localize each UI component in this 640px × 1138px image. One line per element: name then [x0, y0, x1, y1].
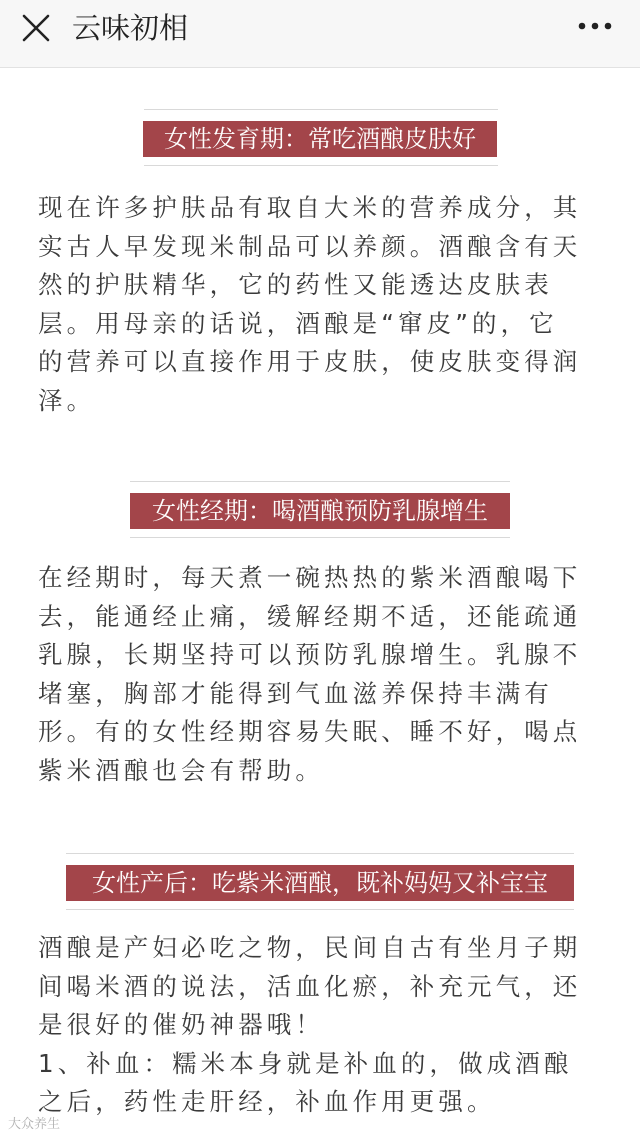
paragraph-line: 层。用母亲的话说，酒酿是“窜皮”的，它 [38, 308, 558, 338]
paragraph-line: 在经期时，每天煮一碗热热的紫米酒酿喝下 [38, 563, 582, 592]
heading-rule-bottom [66, 909, 574, 910]
heading-rule-bottom [144, 165, 498, 166]
paragraph-line: 泽。 [38, 385, 96, 415]
paragraph-line: 的营养可以直接作用于皮肤，使皮肤变得润 [38, 347, 582, 376]
paragraph-line: 堵塞，胸部才能得到气血滋养保持丰满有 [38, 678, 553, 708]
paragraph-line: 1、补血：糯米本身就是补血的，做成酒酿 [38, 1048, 573, 1078]
paragraph-line: 去，能通经止痛，缓解经期不适，还能疏通 [38, 601, 582, 631]
paragraph-line: 形。有的女性经期容易失眠、睡不好，喝点 [38, 717, 582, 746]
paragraph-line: 间喝米酒的说法，活血化瘀，补充元气，还 [38, 971, 582, 1001]
heading-rule-bottom [130, 537, 510, 538]
heading-rule-top [130, 481, 510, 482]
paragraph-line: 是很好的催奶神器哦！ [38, 1010, 324, 1039]
paragraph-line: 酒酿是产妇必吃之物，民间自古有坐月子期 [38, 933, 582, 962]
heading-label: 女性发育期：常吃酒酿皮肤好 [143, 121, 497, 157]
watermark [8, 1113, 60, 1132]
watermark-text: 大众养生 [8, 1117, 61, 1132]
paragraph-line: 紫米酒酿也会有帮助。 [38, 755, 324, 785]
close-icon [14, 8, 58, 52]
paragraph-line: 然的护肤精华，它的药性又能透达皮肤表 [38, 270, 553, 299]
paragraph-line: 乳腺，长期坚持可以预防乳腺增生。乳腺不 [38, 640, 582, 669]
more-button[interactable] [574, 14, 618, 44]
heading-label: 女性经期：喝酒酿预防乳腺增生 [130, 493, 510, 529]
close-button[interactable] [14, 8, 58, 52]
paragraph-3 [38, 929, 602, 1122]
heading-rule-top [144, 109, 498, 110]
page-title: 云味初相 [72, 11, 189, 45]
more-icon [574, 14, 618, 44]
paragraph-1 [38, 189, 602, 420]
paragraph-line: 之后，药性走肝经，补血作用更强。 [38, 1087, 496, 1116]
heading-rule-top [66, 853, 574, 854]
paragraph-2 [38, 559, 602, 790]
paragraph-line: 现在许多护肤品有取自大米的营养成分，其 [38, 193, 582, 222]
top-bar [0, 0, 640, 68]
heading-label: 女性产后：吃紫米酒酿，既补妈妈又补宝宝 [66, 865, 574, 901]
paragraph-line: 实古人早发现米制品可以养颜。酒酿含有天 [38, 231, 582, 261]
